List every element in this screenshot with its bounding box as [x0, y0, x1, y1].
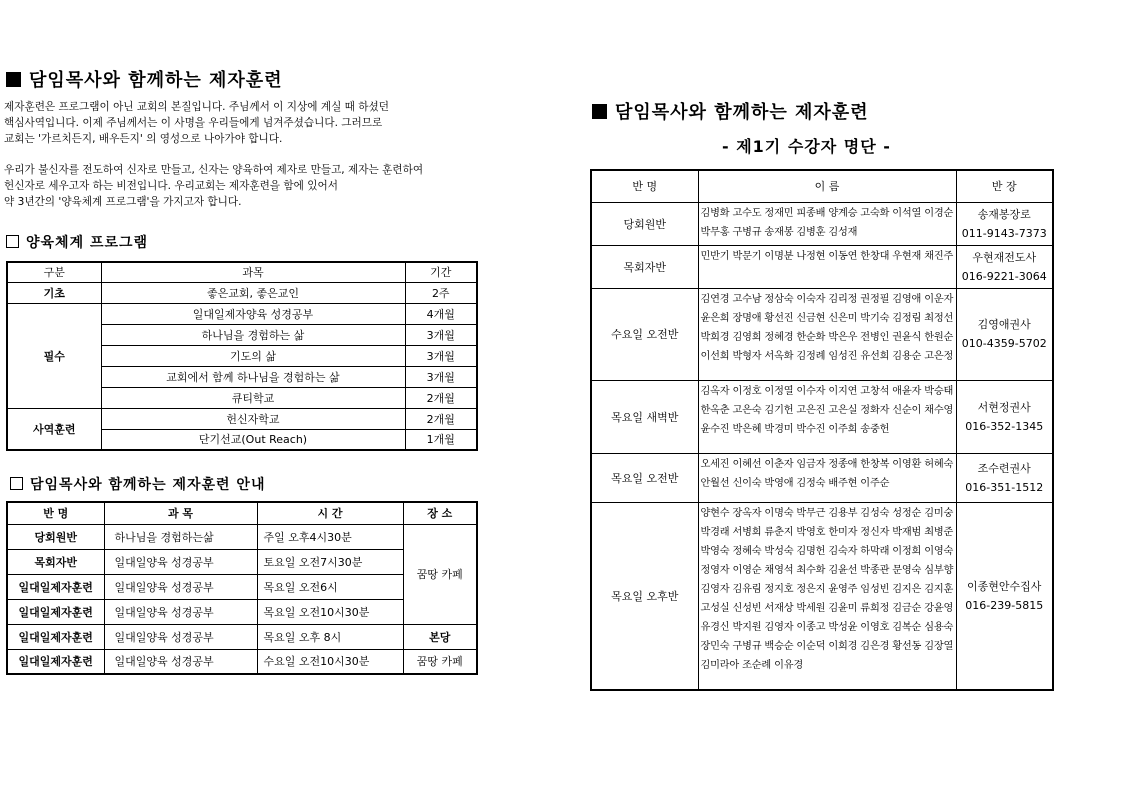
class-cell: 목요일 오전반	[591, 453, 698, 502]
roster-subtitle: - 제1기 수강자 명단 -	[722, 137, 891, 156]
table-row	[7, 649, 477, 674]
hollow-square-icon	[10, 477, 23, 490]
subject-cell: 단기선교(Out Reach)	[101, 429, 405, 450]
place-cell: 꿈땅 카페	[403, 524, 477, 624]
leader-phone: 016-239-5815	[965, 598, 1044, 612]
class-cell: 일대일제자훈련	[7, 574, 104, 599]
subject-cell: 일대일양육 성경공부	[104, 574, 257, 599]
category-ministry: 사역훈련	[7, 408, 101, 450]
leader-cell	[956, 380, 1053, 453]
left-title	[6, 66, 283, 92]
time-cell: 목요일 오후 8시	[257, 624, 403, 649]
table-header-row	[591, 170, 1053, 202]
table-row	[7, 624, 477, 649]
leader-cell	[956, 502, 1053, 690]
period-cell: 1개월	[405, 429, 477, 450]
leader-phone: 011-9143-7373	[961, 226, 1047, 240]
table-row	[591, 202, 1053, 245]
time-cell: 주일 오후4시30분	[257, 524, 403, 549]
black-square-icon	[6, 72, 21, 87]
leader-cell	[956, 453, 1053, 502]
class-cell: 목회자반	[7, 549, 104, 574]
header-names: 이 름	[698, 170, 956, 202]
table-row	[591, 245, 1053, 288]
category-required: 필수	[7, 303, 101, 408]
curriculum-heading-text: 양육체계 프로그램	[26, 235, 149, 251]
subject-cell: 일대일양육 성경공부	[104, 549, 257, 574]
class-cell: 일대일제자훈련	[7, 649, 104, 674]
names-cell: 민반기 박문기 이명분 나정현 이동연 한창대 우현재 채진주	[698, 245, 956, 288]
table-row	[7, 303, 477, 324]
subject-cell: 하나님을 경험하는삶	[104, 524, 257, 549]
leader-cell	[956, 245, 1053, 288]
subject-cell: 일대일양육 성경공부	[104, 649, 257, 674]
roster-table	[590, 169, 1054, 691]
header-category: 구분	[7, 262, 101, 282]
subject-cell: 큐티학교	[101, 387, 405, 408]
time-cell: 목요일 오전10시30분	[257, 599, 403, 624]
names-cell: 김연경 고수남 정삼숙 이숙자 김리정 권정필 김영애 이운자 윤은희 장명애 황선진 신금현 신은미 박기숙 김정림 최정선 박희경 김영희 정혜경 한순화 박은우 전병인 권윤식 한원순 이선희 박형자 서옥화 김정례 임성진 유선희 김용순 고은정	[698, 288, 956, 380]
header-class: 반 명	[591, 170, 698, 202]
class-cell: 당회원반	[7, 524, 104, 549]
subject-cell: 일대일양육 성경공부	[104, 599, 257, 624]
leader-phone: 016-351-1512	[965, 480, 1044, 494]
table-row	[7, 524, 477, 549]
header-class: 반 명	[7, 502, 104, 524]
leader-name: 조수련권사	[977, 461, 1031, 475]
time-cell: 수요일 오전10시30분	[257, 649, 403, 674]
table-row	[7, 282, 477, 303]
black-square-icon	[592, 104, 607, 119]
vision-line: 약 3년간의 '양육체계 프로그램'을 가지고자 합니다.	[4, 196, 242, 208]
leader-phone: 010-4359-5702	[961, 337, 1047, 350]
names-cell: 김옥자 이정호 이정열 이수자 이지연 고창석 애윤자 박승태 한옥춘 고은숙 김기헌 고은진 고은실 정화자 신순이 채수영 윤수진 박은혜 박경미 박수진 이주희 송중헌	[698, 380, 956, 453]
curriculum-table	[6, 261, 478, 451]
place-cell: 꿈땅 카페	[403, 649, 477, 674]
header-place: 장 소	[403, 502, 477, 524]
intro-line: 핵심사역입니다. 이제 주님께서는 이 사명을 우리들에게 넘겨주셨습니다. 그러므로	[4, 117, 383, 129]
header-subject: 과 목	[104, 502, 257, 524]
subject-cell: 헌신자학교	[101, 408, 405, 429]
guide-heading	[10, 474, 265, 494]
subject-cell: 좋은교회, 좋은교인	[101, 282, 405, 303]
leader-name: 김영애권사	[977, 318, 1031, 331]
period-cell: 4개월	[405, 303, 477, 324]
place-cell: 본당	[403, 624, 477, 649]
leader-name: 우현재전도사	[972, 250, 1037, 264]
table-row	[591, 380, 1053, 453]
vision-line: 헌신자로 세우고자 하는 비전입니다. 우리교회는 제자훈련을 함에 있어서	[4, 180, 338, 192]
curriculum-heading	[6, 232, 148, 252]
time-cell: 토요일 오전7시30분	[257, 549, 403, 574]
class-cell: 일대일제자훈련	[7, 599, 104, 624]
leader-phone: 016-352-1345	[965, 419, 1044, 433]
table-header-row	[7, 502, 477, 524]
class-cell: 일대일제자훈련	[7, 624, 104, 649]
header-period: 기간	[405, 262, 477, 282]
period-cell: 2주	[405, 282, 477, 303]
period-cell: 3개월	[405, 345, 477, 366]
leader-cell	[956, 288, 1053, 380]
header-leader: 반 장	[956, 170, 1053, 202]
intro-line: 제자훈련은 프로그램이 아닌 교회의 본질입니다. 주님께서 이 지상에 계실 때 하셨던	[4, 101, 389, 113]
subject-cell: 일대일제자양육 성경공부	[101, 303, 405, 324]
hollow-square-icon	[6, 235, 19, 248]
header-time: 시 간	[257, 502, 403, 524]
right-title-text: 담임목사와 함께하는 제자훈련	[615, 102, 869, 123]
subject-cell: 기도의 삶	[101, 345, 405, 366]
names-cell: 김병화 고수도 정재민 피종배 양계승 고숙화 이석열 이경순 박무홍 구병규 송재봉 김병훈 김성재	[698, 202, 956, 245]
table-row	[7, 408, 477, 429]
table-row	[591, 502, 1053, 690]
right-title	[592, 98, 869, 124]
header-subject: 과목	[101, 262, 405, 282]
leader-cell	[956, 202, 1053, 245]
guide-heading-text: 담임목사와 함께하는 제자훈련 안내	[30, 477, 266, 493]
subject-cell: 일대일양육 성경공부	[104, 624, 257, 649]
leader-phone: 016-9221-3064	[961, 269, 1047, 283]
period-cell: 2개월	[405, 408, 477, 429]
intro-line: 교회는 '가르치든지, 배우든지' 의 영성으로 나아가야 합니다.	[4, 133, 283, 145]
names-cell: 양현수 장옥자 이명숙 박무근 김용부 김성숙 성정순 김미숭 박경래 서병희 류춘지 박영호 한미자 정신자 박재범 최병준 박영숙 정혜숙 박성숙 김명헌 김숙자 하막래 이정희 이영숙 정영자 이영순 채영석 최수화 김윤선 박종관 문영숙 심부향 김영자 김유림 정지호 정은지 윤영주 임성빈 김지은 김지훈 고성실 신성빈 서재상 박세원 김윤미 류희정 김금순 강윤영 유경신 박지원 김영자 이종고 박성윤 이영호 김복순 심용숙 장민숙 구병규 백승순 이순덕 이희경 김은경 황선동 김장열 김미라아 조순례 이유경	[698, 502, 956, 690]
class-cell: 수요일 오전반	[591, 288, 698, 380]
table-row	[591, 288, 1053, 380]
vision-line: 우리가 불신자를 전도하여 신자로 만들고, 신자는 양육하여 제자로 만들고, 제자는 훈련하여	[4, 164, 424, 176]
period-cell: 2개월	[405, 387, 477, 408]
subject-cell: 하나님을 경험하는 삶	[101, 324, 405, 345]
leader-name: 이종현안수집사	[967, 579, 1042, 593]
subject-cell: 교회에서 함께 하나님을 경험하는 삶	[101, 366, 405, 387]
time-cell: 목요일 오전6시	[257, 574, 403, 599]
class-cell: 목요일 새벽반	[591, 380, 698, 453]
left-title-text: 담임목사와 함께하는 제자훈련	[29, 70, 283, 91]
period-cell: 3개월	[405, 324, 477, 345]
guide-table	[6, 501, 478, 675]
vision-paragraph	[4, 162, 423, 210]
category-basic: 기초	[7, 282, 101, 303]
class-cell: 당회원반	[591, 202, 698, 245]
class-cell: 목요일 오후반	[591, 502, 698, 690]
class-cell: 목회자반	[591, 245, 698, 288]
names-cell: 오세진 이혜선 이춘자 임금자 정종애 한창복 이영환 허혜숙 안월선 신이숙 박영애 김정숙 배주현 이주순	[698, 453, 956, 502]
table-row	[591, 453, 1053, 502]
leader-name: 서현정권사	[977, 400, 1031, 414]
leader-name: 송재봉장로	[977, 207, 1031, 221]
table-header-row	[7, 262, 477, 282]
period-cell: 3개월	[405, 366, 477, 387]
intro-paragraph	[4, 99, 389, 147]
